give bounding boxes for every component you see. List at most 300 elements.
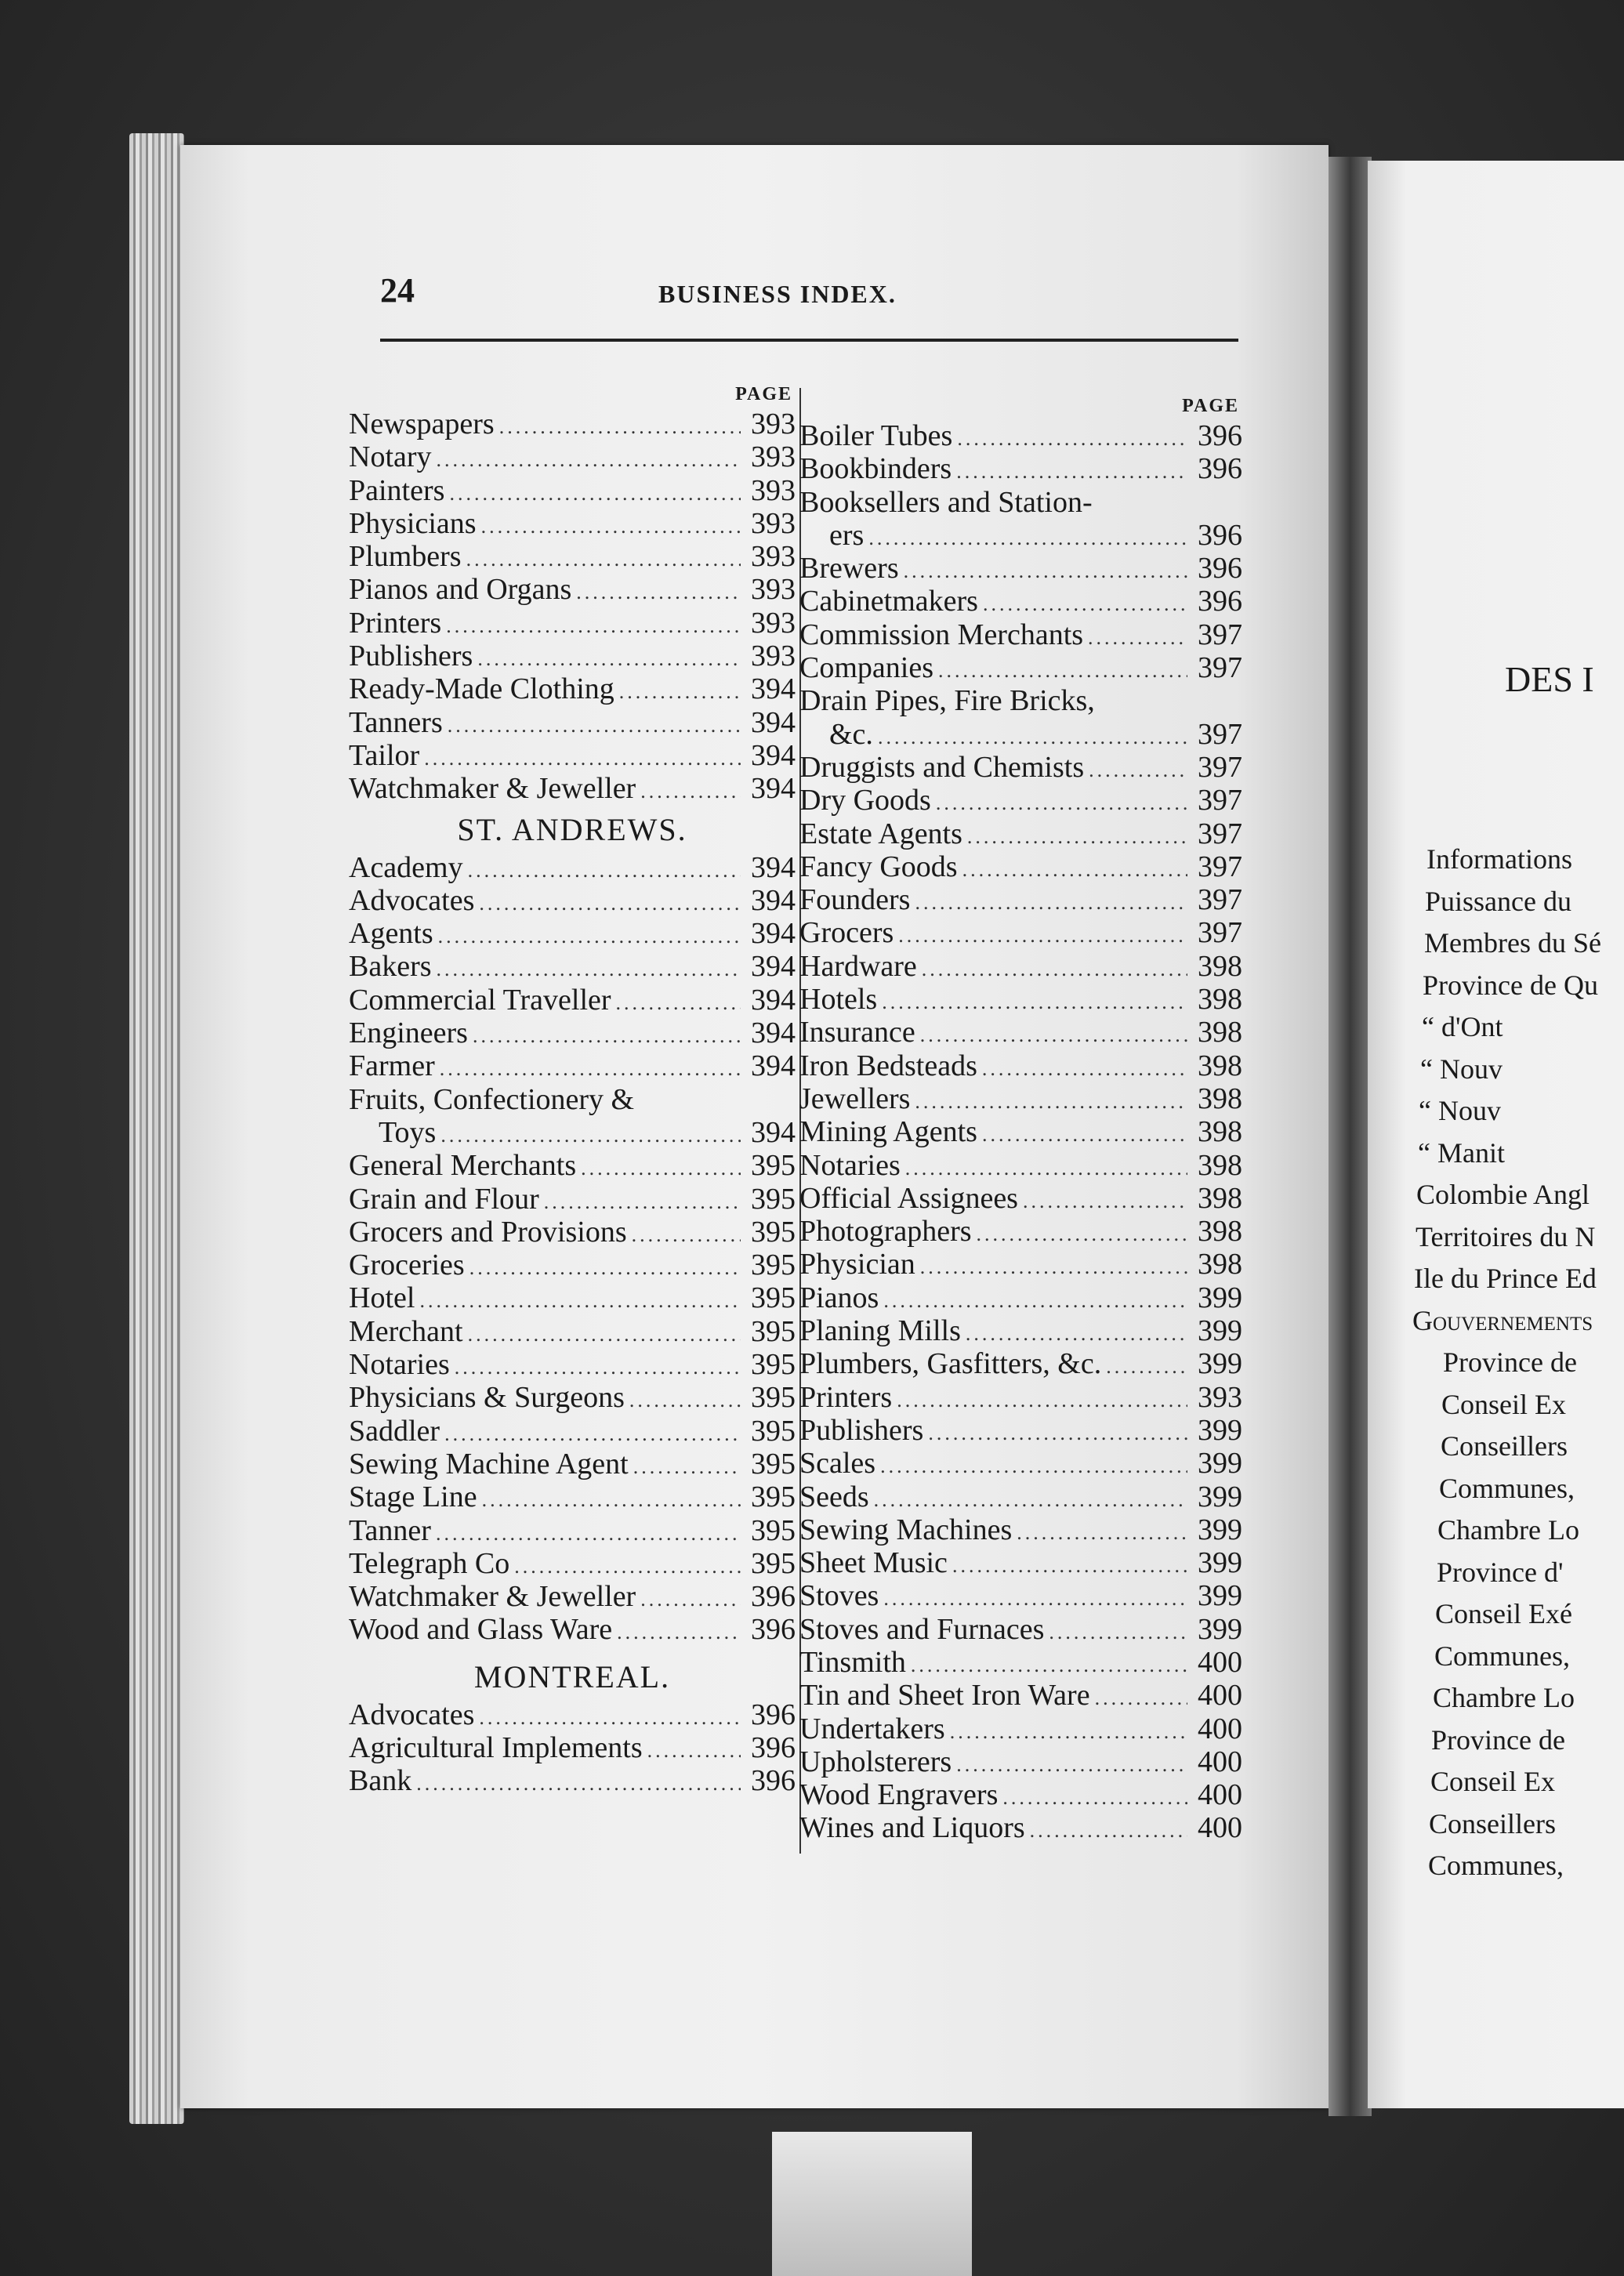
entry-name: Telegraph Co [349, 1546, 510, 1580]
leader-dots [956, 455, 1187, 488]
leader-dots [438, 920, 741, 953]
index-entry [799, 452, 1242, 485]
facing-page-line: Conseil Exé [1435, 1598, 1572, 1629]
section-heading-st-andrews: ST. ANDREWS. [457, 811, 687, 847]
entry-page-number: 394 [751, 738, 796, 772]
entry-name: Grain and Flour [349, 1182, 539, 1216]
leader-dots [581, 1152, 741, 1185]
right-index-column [799, 396, 1242, 1845]
entry-name: Stage Line [349, 1480, 477, 1514]
entry-page-number: 399 [1198, 1546, 1242, 1580]
entry-page-number: 399 [1198, 1413, 1242, 1447]
page-header [380, 270, 1242, 317]
facing-page-line: Province de [1443, 1346, 1577, 1378]
index-list [349, 1698, 796, 1798]
entry-page-number: 395 [751, 1149, 796, 1183]
leader-dots [915, 1085, 1187, 1118]
entry-name: Commercial Traveller [349, 983, 611, 1017]
index-entry [799, 883, 1242, 916]
index-entry [349, 640, 796, 672]
facing-page-line: Chambre Lo [1433, 1682, 1575, 1713]
entry-page-number: 393 [751, 506, 796, 540]
entry-page-number: 397 [1198, 750, 1242, 784]
entry-name: General Merchants [349, 1149, 577, 1183]
entry-name: Plumbers, Gasfitters, &c. [799, 1347, 1102, 1381]
entry-page-number: 394 [751, 1017, 796, 1050]
index-entry [349, 408, 796, 440]
entry-page-number: 396 [751, 1580, 796, 1614]
index-entry [799, 419, 1242, 452]
entry-name: Agents [349, 917, 433, 951]
index-entry [349, 1315, 796, 1348]
facing-page-title: DES I [1505, 659, 1594, 699]
entry-name: Companies [799, 651, 933, 685]
entry-page-number: 399 [1198, 1480, 1242, 1513]
index-entry [349, 540, 796, 573]
index-entry [799, 486, 1242, 519]
leader-dots [469, 1252, 741, 1285]
leader-dots [920, 1251, 1187, 1284]
entry-name: Bank [349, 1764, 412, 1798]
index-entry [349, 1348, 796, 1381]
leader-dots [437, 953, 741, 986]
leader-dots [576, 576, 741, 609]
entry-name: Official Assignees [799, 1181, 1018, 1215]
facing-page-line: “ Manit [1418, 1136, 1505, 1169]
entry-name: Planing Mills [799, 1314, 961, 1348]
index-entry [349, 884, 796, 917]
index-entry [799, 950, 1242, 983]
entry-page-number: 397 [1198, 850, 1242, 883]
entry-name: Seeds [799, 1480, 869, 1513]
entry-page-number: 400 [1198, 1745, 1242, 1778]
entry-name: Hotel [349, 1281, 415, 1315]
index-entry [799, 585, 1242, 618]
entry-page-number: 397 [1198, 784, 1242, 817]
index-entry [799, 1480, 1242, 1513]
leader-dots [632, 1219, 741, 1252]
index-entry [799, 983, 1242, 1016]
facing-page-line: Province de [1431, 1723, 1565, 1756]
entry-name: ers [829, 518, 865, 552]
entry-name: Printers [799, 1380, 893, 1414]
leader-dots [982, 1118, 1187, 1151]
facing-page-line: Chambre Lo [1437, 1514, 1579, 1546]
entry-name: Plumbers [349, 540, 462, 574]
entry-name: Notary [349, 440, 432, 474]
index-entry [349, 1083, 796, 1116]
index-entry [799, 1778, 1242, 1811]
entry-name: Advocates [349, 883, 475, 917]
index-entry [799, 1149, 1242, 1182]
entry-name: Wood Engravers [799, 1778, 999, 1812]
entry-page-number: 400 [1198, 1679, 1242, 1712]
index-entry [799, 552, 1242, 585]
entry-page-number: 395 [751, 1480, 796, 1514]
film-tab [772, 2132, 972, 2276]
index-entry [799, 1447, 1242, 1480]
leader-dots [1088, 622, 1187, 654]
index-entry [799, 1182, 1242, 1215]
entry-name: Physicians & Surgeons [349, 1381, 625, 1415]
entry-name: Ready-Made Clothing [349, 672, 614, 706]
facing-page-line: Conseil Ex [1430, 1766, 1555, 1797]
leader-dots [1017, 1517, 1187, 1549]
index-entry [349, 607, 796, 640]
entry-name: Toys [379, 1115, 437, 1149]
leader-dots [647, 1734, 741, 1767]
entry-page-number: 394 [751, 883, 796, 917]
entry-page-number: 396 [751, 1731, 796, 1764]
entry-page-number: 399 [1198, 1347, 1242, 1381]
leader-dots [982, 1053, 1187, 1085]
index-entry [349, 1448, 796, 1480]
leader-dots [1030, 1814, 1187, 1847]
index-entry [349, 1017, 796, 1049]
entry-name: Notaries [349, 1348, 450, 1382]
index-entry [349, 573, 796, 606]
entry-name: Tanners [349, 705, 443, 739]
entry-name: Notaries [799, 1148, 901, 1182]
leader-dots [962, 854, 1187, 886]
facing-page-line: Conseil Ex [1441, 1388, 1566, 1420]
entry-page-number: 400 [1198, 1811, 1242, 1845]
facing-page-line: Conseillers [1441, 1430, 1568, 1462]
entry-page-number: 395 [751, 1513, 796, 1547]
index-entry [799, 1082, 1242, 1115]
page-number: 24 [380, 271, 415, 310]
index-entry [799, 850, 1242, 883]
entry-name: Undertakers [799, 1712, 945, 1745]
leader-dots [904, 555, 1187, 588]
entry-page-number: 397 [1198, 817, 1242, 850]
index-entry [799, 1347, 1242, 1380]
leader-dots [911, 1649, 1187, 1682]
leader-dots [950, 1716, 1187, 1749]
entry-page-number: 395 [751, 1348, 796, 1382]
leader-dots [878, 721, 1187, 754]
entry-name: Stoves [799, 1579, 879, 1613]
index-entry [799, 784, 1242, 817]
entry-name: Druggists and Chemists [799, 750, 1085, 784]
left-index-column [349, 384, 796, 1798]
entry-page-number: 398 [1198, 1148, 1242, 1182]
page-column-heading: PAGE [735, 384, 792, 404]
entry-page-number: 394 [751, 950, 796, 984]
entry-name: Engineers [349, 1017, 468, 1050]
leader-dots [883, 1582, 1187, 1615]
entry-page-number: 400 [1198, 1778, 1242, 1812]
leader-dots [499, 411, 741, 444]
entry-page-number: 394 [751, 672, 796, 706]
leader-dots [436, 1517, 741, 1550]
index-entry [349, 1580, 796, 1613]
index-entry [349, 672, 796, 705]
facing-page-line: Communes, [1428, 1850, 1564, 1881]
entry-name: Cabinetmakers [799, 585, 978, 618]
facing-page-line: Province de Qu [1423, 969, 1598, 1001]
entry-page-number: 395 [751, 1249, 796, 1282]
entry-name: Mining Agents [799, 1115, 977, 1149]
index-list [799, 419, 1242, 1845]
index-entry [799, 1049, 1242, 1082]
entry-page-number: 399 [1198, 1314, 1242, 1348]
index-entry [799, 1381, 1242, 1414]
leader-dots [477, 643, 741, 676]
index-entry [799, 651, 1242, 684]
leader-dots [416, 1767, 741, 1800]
leader-dots [1002, 1781, 1187, 1814]
entry-page-number: 393 [751, 606, 796, 640]
leader-dots [1049, 1616, 1187, 1649]
leader-dots [424, 742, 741, 775]
facing-page-line: “ Nouv [1420, 1053, 1503, 1085]
leader-dots [1106, 1350, 1187, 1383]
leader-dots [952, 1549, 1187, 1582]
entry-page-number: 393 [1198, 1380, 1242, 1414]
page-edges [129, 133, 184, 2124]
entry-name: Publishers [799, 1413, 924, 1447]
leader-dots [473, 1020, 741, 1053]
index-entry [799, 1679, 1242, 1712]
entry-page-number: 398 [1198, 1082, 1242, 1115]
leader-dots [868, 522, 1187, 555]
entry-page-number: 399 [1198, 1447, 1242, 1480]
index-entry [799, 519, 1242, 552]
index-entry [799, 1016, 1242, 1049]
entry-page-number: 394 [751, 850, 796, 884]
entry-page-number: 397 [1198, 717, 1242, 751]
entry-name: Groceries [349, 1249, 465, 1282]
entry-page-number: 398 [1198, 1181, 1242, 1215]
leader-dots [481, 510, 741, 543]
index-entry [799, 1115, 1242, 1148]
leader-dots [479, 887, 741, 920]
leader-dots [446, 610, 741, 643]
leader-dots [419, 1285, 741, 1317]
index-entry [799, 1414, 1242, 1447]
index-entry [349, 739, 796, 772]
leader-dots [967, 821, 1187, 854]
entry-name: Pianos and Organs [349, 573, 572, 607]
leader-dots [1023, 1185, 1187, 1218]
leader-dots [922, 953, 1187, 986]
index-entry [349, 1216, 796, 1249]
leader-dots [915, 886, 1187, 919]
index-entry [349, 1281, 796, 1314]
leader-dots [897, 1384, 1187, 1417]
leader-dots [983, 588, 1187, 621]
entry-name: Wood and Glass Ware [349, 1613, 613, 1647]
leader-dots [956, 1749, 1187, 1781]
entry-page-number: 393 [751, 440, 796, 474]
entry-page-number: 394 [751, 705, 796, 739]
entry-name: Fancy Goods [799, 850, 958, 883]
index-entry [349, 1764, 796, 1797]
index-entry [349, 917, 796, 950]
entry-name: Upholsterers [799, 1745, 952, 1778]
index-entry [799, 1646, 1242, 1679]
entry-page-number: 399 [1198, 1612, 1242, 1646]
entry-name: Publishers [349, 640, 473, 673]
entry-page-number: 394 [751, 1115, 796, 1149]
entry-name: Sheet Music [799, 1546, 948, 1580]
entry-page-number: 395 [751, 1381, 796, 1415]
entry-name: Fruits, Confectionery & [349, 1082, 635, 1116]
facing-page-line: Conseillers [1429, 1807, 1556, 1839]
entry-name: Photographers [799, 1215, 972, 1249]
leader-dots [882, 986, 1187, 1019]
entry-name: Booksellers and Station- [799, 485, 1093, 519]
facing-page-line: Territoires du N [1416, 1220, 1596, 1252]
leader-dots [928, 1417, 1187, 1450]
entry-page-number: 393 [751, 540, 796, 574]
leader-dots [444, 1418, 741, 1451]
entry-name: Stoves and Furnaces [799, 1612, 1045, 1646]
index-entry [799, 1811, 1242, 1844]
entry-name: Tinsmith [799, 1645, 906, 1679]
entry-page-number: 398 [1198, 983, 1242, 1017]
facing-page-line: Informations [1426, 843, 1572, 875]
entry-page-number: 395 [751, 1414, 796, 1448]
entry-page-number: 399 [1198, 1579, 1242, 1613]
facing-page-line: Colombie Angl [1416, 1179, 1590, 1210]
facing-page-line: Communes, [1434, 1640, 1571, 1672]
leader-dots [957, 422, 1187, 455]
index-entry [799, 1281, 1242, 1314]
leader-dots [1095, 1682, 1187, 1715]
index-entry [349, 507, 796, 540]
leader-dots [640, 775, 741, 808]
index-entry [799, 817, 1242, 850]
index-entry [799, 1712, 1242, 1745]
leader-dots [936, 787, 1187, 820]
entry-name: Saddler [349, 1414, 440, 1448]
entry-name: Farmer [349, 1049, 435, 1083]
entry-name: Insurance [799, 1016, 915, 1049]
entry-name: Sewing Machines [799, 1513, 1013, 1546]
entry-page-number: 398 [1198, 949, 1242, 983]
entry-name: Tailor [349, 738, 420, 772]
leader-dots [455, 1351, 741, 1384]
index-list [349, 851, 796, 1647]
entry-page-number: 396 [1198, 585, 1242, 618]
facing-page-line: Gouvernements [1412, 1304, 1593, 1336]
entry-page-number: 397 [1198, 916, 1242, 950]
entry-page-number: 395 [751, 1314, 796, 1348]
leader-dots [619, 676, 741, 709]
entry-page-number: 399 [1198, 1281, 1242, 1314]
entry-page-number: 393 [751, 640, 796, 673]
entry-name: Hardware [799, 949, 917, 983]
entry-name: Estate Agents [799, 817, 962, 850]
leader-dots [880, 1450, 1187, 1483]
leader-dots [617, 1616, 741, 1649]
facing-page-line: Communes, [1439, 1472, 1575, 1504]
leader-dots [977, 1218, 1187, 1251]
entry-page-number: 396 [1198, 452, 1242, 486]
entry-page-number: 396 [1198, 552, 1242, 585]
entry-page-number: 397 [1198, 883, 1242, 917]
entry-name: Grocers and Provisions [349, 1215, 627, 1249]
book-gutter [1329, 157, 1372, 2116]
entry-page-number: 395 [751, 1182, 796, 1216]
entry-name: Physician [799, 1248, 915, 1281]
entry-page-number: 393 [751, 473, 796, 507]
entry-page-number: 393 [751, 408, 796, 440]
entry-name: Agricultural Implements [349, 1731, 643, 1764]
section-heading-montreal: MONTREAL. [473, 1658, 671, 1694]
entry-name: Watchmaker & Jeweller [349, 772, 636, 806]
entry-page-number: 396 [1198, 419, 1242, 452]
leader-dots [466, 543, 741, 576]
index-entry [349, 1731, 796, 1764]
entry-page-number: 395 [751, 1546, 796, 1580]
entry-page-number: 396 [1198, 518, 1242, 552]
facing-page-line: Puissance du [1425, 885, 1571, 917]
leader-dots [437, 444, 741, 477]
leader-dots [616, 987, 741, 1020]
leader-dots [883, 1285, 1187, 1317]
entry-name: Tanner [349, 1513, 431, 1547]
entry-name: Pianos [799, 1281, 879, 1314]
index-entry [349, 1514, 796, 1547]
entry-name: Painters [349, 473, 445, 507]
index-entry [349, 772, 796, 805]
index-entry [349, 1480, 796, 1513]
index-entry [799, 718, 1242, 751]
index-entry [799, 1248, 1242, 1281]
leader-dots [966, 1317, 1187, 1350]
leader-dots [440, 1053, 741, 1085]
leader-dots [1089, 754, 1187, 787]
entry-page-number: 400 [1198, 1645, 1242, 1679]
facing-page-line: “ Nouv [1419, 1095, 1501, 1126]
entry-name: Printers [349, 606, 442, 640]
entry-page-number: 398 [1198, 1248, 1242, 1281]
leader-dots [905, 1152, 1187, 1185]
entry-name: Bakers [349, 950, 432, 984]
index-entry [349, 440, 796, 473]
entry-page-number: 397 [1198, 618, 1242, 651]
entry-name: &c. [829, 717, 873, 751]
entry-page-number: 396 [751, 1613, 796, 1647]
entry-page-number: 396 [751, 1764, 796, 1798]
entry-name: Scales [799, 1447, 876, 1480]
index-entry [799, 1546, 1242, 1579]
entry-name: Tin and Sheet Iron Ware [799, 1679, 1090, 1712]
facing-page-line: Ile du Prince Ed [1414, 1263, 1597, 1294]
entry-page-number: 395 [751, 1447, 796, 1480]
index-entry [349, 474, 796, 507]
entry-name: Dry Goods [799, 784, 931, 817]
entry-name: Drain Pipes, Fire Bricks, [799, 684, 1095, 718]
entry-page-number: 398 [1198, 1016, 1242, 1049]
entry-name: Sewing Machine Agent [349, 1447, 629, 1480]
entry-name: Watchmaker & Jeweller [349, 1580, 636, 1614]
leader-dots [448, 709, 741, 742]
entry-page-number: 393 [751, 573, 796, 607]
index-entry [799, 1613, 1242, 1646]
running-title: BUSINESS INDEX. [658, 280, 897, 308]
entry-name: Iron Bedsteads [799, 1049, 977, 1082]
index-entry [349, 706, 796, 739]
leader-dots [482, 1484, 741, 1517]
leader-dots [629, 1384, 741, 1417]
entry-name: Advocates [349, 1698, 475, 1731]
index-entry [799, 1513, 1242, 1546]
leader-dots [449, 477, 741, 510]
